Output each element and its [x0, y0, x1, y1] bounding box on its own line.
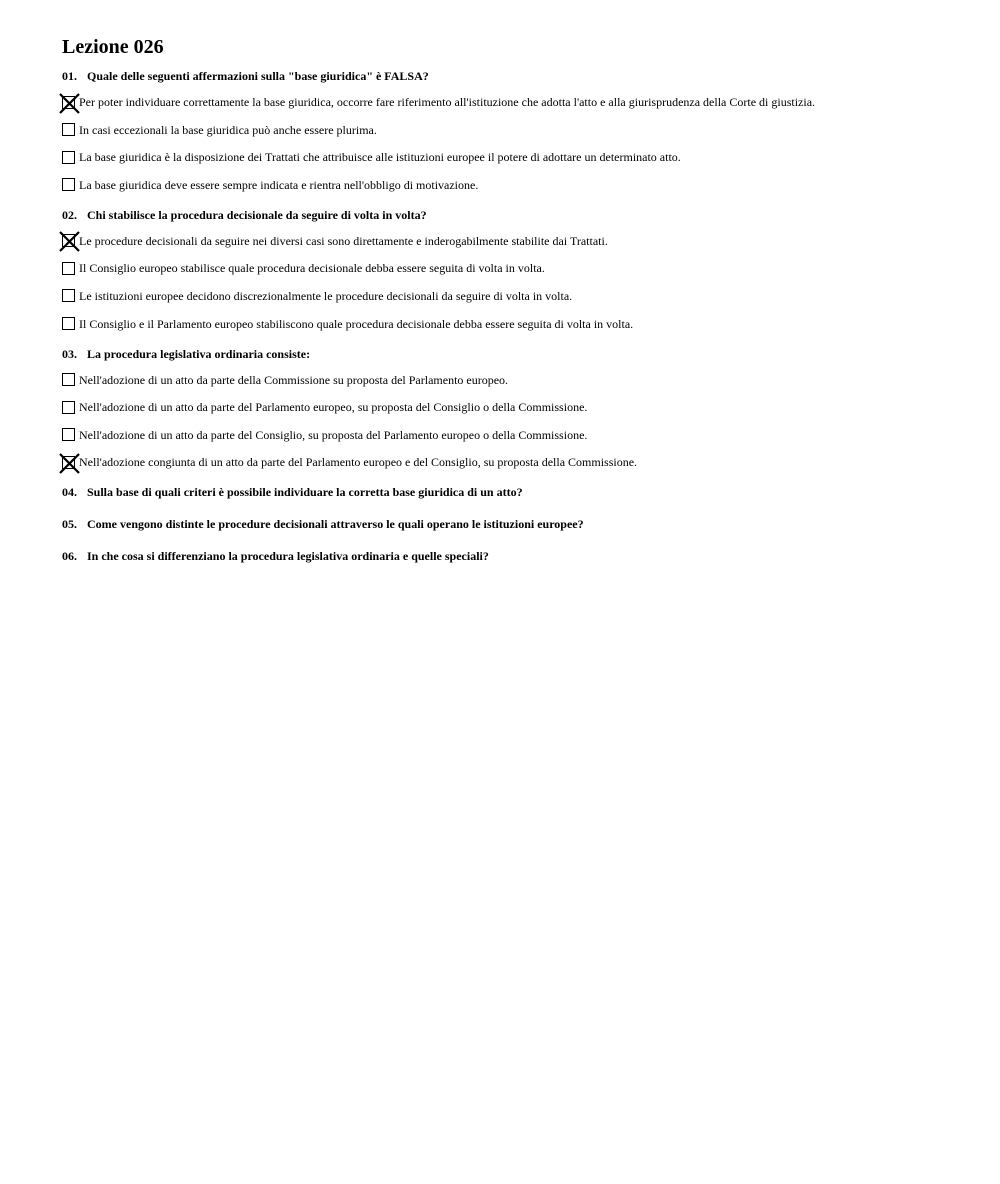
answer-checkbox[interactable] — [62, 123, 75, 136]
answer-option — [62, 399, 962, 415]
question-number: 03. — [62, 346, 77, 361]
question-header — [62, 68, 962, 84]
question-04 — [62, 484, 962, 500]
question-header — [62, 548, 962, 564]
answer-text: Nell'adozione di un atto da parte del Parlamento europeo, su proposta del Consiglio o della Commissione. — [79, 400, 588, 415]
question-number: 05. — [62, 517, 77, 532]
answer-checkbox[interactable] — [62, 373, 75, 386]
answer-text: In casi eccezionali la base giuridica può anche essere plurima. — [79, 122, 377, 137]
answer-option — [62, 149, 962, 165]
lesson-page — [62, 35, 962, 580]
question-03 — [62, 346, 962, 471]
question-text: La procedura legislativa ordinaria consiste: — [87, 346, 311, 361]
answer-checkbox[interactable] — [62, 96, 75, 109]
question-01 — [62, 68, 962, 193]
question-02 — [62, 207, 962, 332]
answer-option — [62, 94, 962, 110]
answer-option — [62, 233, 962, 249]
answer-checkbox[interactable] — [62, 401, 75, 414]
answer-checkbox[interactable] — [62, 428, 75, 441]
answer-checkbox[interactable] — [62, 178, 75, 191]
answer-text: Nell'adozione di un atto da parte del Consiglio, su proposta del Parlamento europeo o della Commissione. — [79, 427, 588, 442]
question-number: 04. — [62, 485, 77, 500]
question-text: Chi stabilisce la procedura decisionale da seguire di volta in volta? — [87, 207, 427, 222]
answer-text: Il Consiglio europeo stabilisce quale procedura decisionale debba essere seguita di volta in volta. — [79, 261, 545, 276]
question-text: Quale delle seguenti affermazioni sulla "base giuridica" è FALSA? — [87, 69, 429, 83]
question-05 — [62, 516, 962, 532]
question-06 — [62, 548, 962, 564]
answer-checkbox[interactable] — [62, 456, 75, 469]
answer-text: La base giuridica deve essere sempre indicata e rientra nell'obbligo di motivazione. — [79, 177, 479, 192]
answer-checkbox[interactable] — [62, 262, 75, 275]
question-header — [62, 516, 962, 532]
answer-option — [62, 122, 962, 138]
question-text: Come vengono distinte le procedure decisionali attraverso le quali operano le istituzioni europee? — [87, 517, 584, 532]
answer-text: Il Consiglio e il Parlamento europeo stabiliscono quale procedura decisionale debba essere seguita di volta in volta. — [79, 316, 634, 331]
answer-option — [62, 260, 962, 276]
answer-checkbox[interactable] — [62, 317, 75, 330]
answer-text: Nell'adozione congiunta di un atto da parte del Parlamento europeo e del Consiglio, su proposta della Commissione. — [79, 455, 638, 470]
answer-text: Le procedure decisionali da seguire nei diversi casi sono direttamente e inderogabilmente stabilite dai Trattati. — [79, 233, 608, 248]
answer-option — [62, 177, 962, 193]
answer-option — [62, 316, 962, 332]
question-text: Sulla base di quali criteri è possibile individuare la corretta base giuridica di un atto? — [87, 485, 523, 500]
answer-option — [62, 372, 962, 388]
question-number: 06. — [62, 549, 77, 564]
answer-text: La base giuridica è la disposizione dei Trattati che attribuisce alle istituzioni europee il potere di adottare un determinato atto. — [79, 150, 681, 165]
question-number: 02. — [62, 207, 77, 222]
answer-option — [62, 454, 962, 470]
check-x-icon — [59, 453, 80, 474]
answer-checkbox[interactable] — [62, 151, 75, 164]
question-header — [62, 207, 962, 223]
answer-text: Nell'adozione di un atto da parte della Commissione su proposta del Parlamento europeo. — [79, 372, 509, 387]
answer-checkbox[interactable] — [62, 289, 75, 302]
answer-checkbox[interactable] — [62, 234, 75, 247]
question-header — [62, 484, 962, 500]
check-x-icon — [59, 231, 80, 252]
lesson-title: Lezione 026 — [62, 36, 164, 58]
question-header — [62, 346, 962, 362]
answer-text: Le istituzioni europee decidono discrezionalmente le procedure decisionali da seguire di volta in volta. — [79, 288, 573, 303]
answer-option — [62, 427, 962, 443]
question-number: 01. — [62, 69, 77, 83]
check-x-icon — [59, 93, 80, 114]
answer-text: Per poter individuare correttamente la base giuridica, occorre fare riferimento all'istituzione che adotta l'atto e alla giurisprudenza della Corte di giustizia. — [79, 95, 816, 109]
answer-option — [62, 288, 962, 304]
question-text: In che cosa si differenziano la procedura legislativa ordinaria e quelle speciali? — [87, 549, 489, 564]
